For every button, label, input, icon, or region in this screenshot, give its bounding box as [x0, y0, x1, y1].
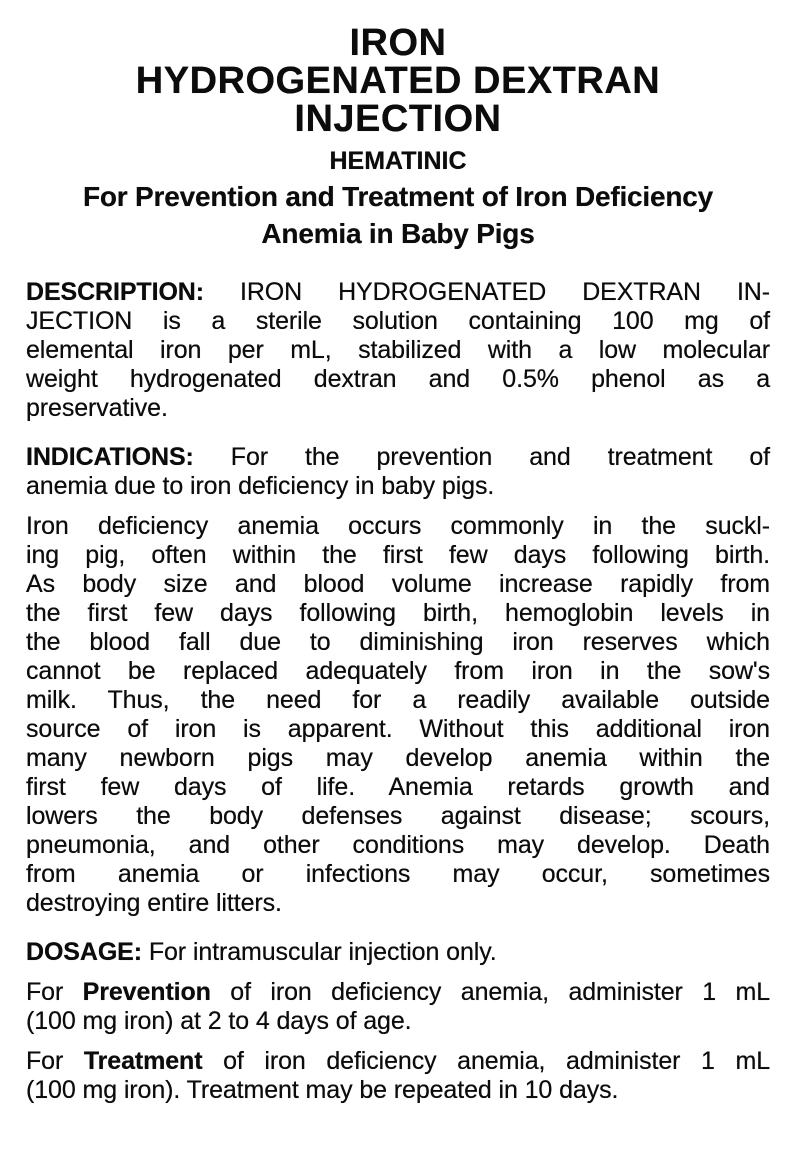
text-segment: milk. Thus, the need for a readily available outside — [26, 686, 770, 714]
text-line — [26, 541, 770, 570]
bold-text-segment: INDICATIONS: — [26, 443, 194, 471]
text-line — [26, 831, 770, 860]
text-segment: ing pig, often within the first few days following birth. — [26, 541, 770, 569]
text-segment: Iron deficiency anemia occurs commonly in the suckl- — [26, 512, 770, 540]
bold-text-segment: DESCRIPTION: — [26, 278, 204, 306]
text-segment: source of iron is apparent. Without this additional iron — [26, 715, 770, 743]
text-segment: preservative. — [26, 394, 168, 422]
label-body — [26, 278, 770, 1105]
text-line — [26, 744, 770, 773]
text-line — [26, 628, 770, 657]
product-title-line: INJECTION — [294, 98, 502, 140]
text-line — [26, 1076, 770, 1105]
product-title — [26, 24, 770, 138]
text-line — [26, 443, 770, 472]
bold-text-segment: Treatment — [83, 1047, 203, 1075]
paragraph — [26, 443, 770, 501]
label-header — [26, 24, 770, 252]
text-line — [26, 889, 770, 918]
text-segment: For intramuscular injection only. — [141, 938, 497, 966]
text-line — [26, 336, 770, 365]
text-line — [26, 715, 770, 744]
text-line — [26, 978, 770, 1007]
text-segment: For the prevention and treatment of — [193, 443, 770, 471]
text-segment: from anemia or infections may occur, sometimes — [26, 860, 770, 888]
text-segment: anemia due to iron deficiency in baby pigs. — [26, 472, 495, 500]
text-segment: (100 mg iron). Treatment may be repeated in 10 days. — [26, 1076, 619, 1104]
bold-text-segment: DOSAGE: — [26, 938, 142, 966]
text-segment: first few days of life. Anemia retards growth and — [26, 773, 770, 801]
text-segment: (100 mg iron) at 2 to 4 days of age. — [26, 1007, 412, 1035]
text-segment: As body size and blood volume increase rapidly from — [26, 570, 770, 598]
text-line — [26, 394, 770, 423]
text-line — [26, 1047, 770, 1076]
text-segment: JECTION is a sterile solution containing 100 mg of — [26, 307, 770, 335]
text-line — [26, 472, 770, 501]
text-line — [26, 365, 770, 394]
text-line — [26, 802, 770, 831]
paragraph — [26, 512, 770, 918]
tagline-line: Anemia in Baby Pigs — [261, 218, 535, 249]
paragraph — [26, 278, 770, 423]
paragraph — [26, 978, 770, 1036]
text-line — [26, 307, 770, 336]
text-segment: elemental iron per mL, stabilized with a low molecular — [26, 336, 770, 364]
text-line — [26, 686, 770, 715]
section-indications — [26, 443, 770, 918]
product-title-line: IRON — [349, 22, 447, 64]
text-segment: lowers the body defenses against disease; scours, — [26, 802, 770, 830]
indication-tagline — [26, 178, 770, 252]
paragraph — [26, 938, 770, 967]
text-segment: the first few days following birth, hemoglobin levels in — [26, 599, 770, 627]
text-segment: weight hydrogenated dextran and 0.5% phenol as a — [26, 365, 770, 393]
text-segment: For — [26, 978, 83, 1006]
text-line — [26, 278, 770, 307]
text-segment: IRON HYDROGENATED DEXTRAN IN- — [203, 278, 770, 306]
section-description — [26, 278, 770, 423]
bold-text-segment: Prevention — [82, 978, 211, 1006]
text-line — [26, 773, 770, 802]
text-segment: of iron deficiency anemia, administer 1 mL — [210, 978, 771, 1006]
text-line — [26, 512, 770, 541]
text-line — [26, 657, 770, 686]
product-title-line: HYDROGENATED DEXTRAN — [135, 60, 661, 102]
text-line — [26, 938, 770, 967]
text-segment: pneumonia, and other conditions may develop. Death — [26, 831, 770, 859]
section-dosage — [26, 938, 770, 1105]
text-segment: destroying entire litters. — [26, 889, 282, 917]
drug-class-heading: HEMATINIC — [329, 147, 467, 175]
tagline-line: For Prevention and Treatment of Iron Deficiency — [82, 181, 714, 212]
text-segment: of iron deficiency anemia, administer 1 mL — [202, 1047, 771, 1075]
paragraph — [26, 1047, 770, 1105]
text-line — [26, 570, 770, 599]
text-segment: the blood fall due to diminishing iron reserves which — [26, 628, 770, 656]
text-segment: cannot be replaced adequately from iron in the sow's — [26, 657, 770, 685]
text-line — [26, 860, 770, 889]
text-segment: many newborn pigs may develop anemia within the — [26, 744, 770, 772]
text-line — [26, 599, 770, 628]
text-segment: For — [26, 1047, 84, 1075]
text-line — [26, 1007, 770, 1036]
